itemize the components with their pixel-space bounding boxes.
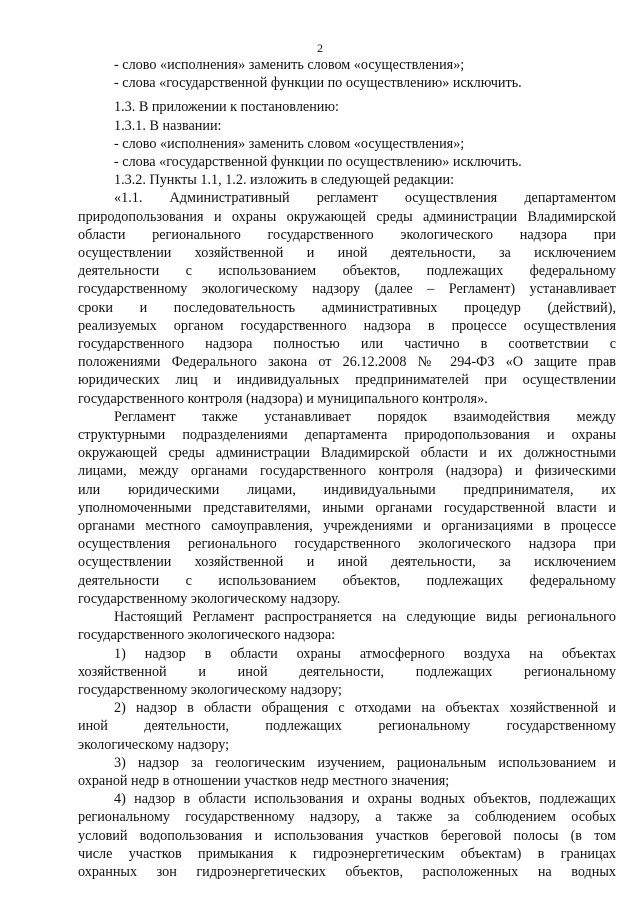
text-line: структурными подразделениями департамента природопользования и охраны bbox=[78, 427, 616, 444]
section-1-3-1: 1.3.1. В названии: bbox=[114, 117, 222, 134]
text-line: условий водопользования и использования участков береговой полосы (в том bbox=[78, 827, 616, 844]
text-line: региональному государственному надзору, а также за соблюдением особых bbox=[78, 809, 616, 826]
bullet-replace-word: - слово «исполнения» заменить словом «осуществления»; bbox=[114, 57, 465, 73]
list-item-4 bbox=[78, 790, 616, 881]
text-line: государственного надзора полностью или частично в соответствии с bbox=[78, 336, 616, 353]
list-item-3 bbox=[78, 754, 616, 790]
text-line: государственному экологическому надзору; bbox=[78, 681, 342, 698]
document-body bbox=[78, 56, 616, 881]
text-line: деятельности с использованием объектов, подлежащих федеральному bbox=[78, 263, 616, 280]
paragraph-1-1 bbox=[78, 189, 616, 407]
text-line: Регламент также устанавливает порядок взаимодействия между bbox=[114, 408, 616, 425]
list-item-1 bbox=[78, 645, 616, 700]
list-item-2 bbox=[78, 699, 616, 754]
bullet-replace-word-2: - слово «исполнения» заменить словом «осуществления»; bbox=[114, 135, 465, 152]
text-line: юридических лиц и индивидуальных предпринимателей при осуществлении bbox=[78, 372, 616, 389]
text-line: природопользования и охраны окружающей среды администрации Владимирской bbox=[78, 208, 616, 225]
text-line: охраной недр в отношении участков недр местного значения; bbox=[78, 772, 450, 789]
text-line: окружающей среды администрации Владимирской области и их должностными bbox=[78, 445, 616, 462]
text-line: осуществлении хозяйственной и иной деятельности, за исключением bbox=[78, 245, 616, 262]
text-line: органами местного самоуправления, учреждениями и организациями в процессе bbox=[78, 518, 616, 535]
text-line: осуществления регионального государственного экологического надзора при bbox=[78, 536, 616, 553]
text-line: или юридическими лицами, индивидуальными предпринимателя, их bbox=[78, 481, 616, 498]
text-line: 3) надзор за геологическим изучением, рациональным использованием и bbox=[114, 754, 616, 771]
text-line: 2) надзор в области обращения с отходами на объектах хозяйственной и bbox=[114, 700, 616, 717]
text-line: числе участков примыкания к гидроэнергетическим объектам) в границах bbox=[78, 845, 616, 862]
text-line: сроки и последовательность административных процедур (действий), bbox=[78, 299, 616, 316]
text-line: положениями Федерального закона от 26.12.2008 № 294-ФЗ «О защите прав bbox=[78, 354, 616, 371]
text-line: 4) надзор в области использования и охраны водных объектов, подлежащих bbox=[114, 791, 616, 808]
text-line: уполномоченными представителями, иными органами государственной власти и bbox=[78, 499, 616, 516]
text-line: иной деятельности, подлежащих региональному государственному bbox=[78, 718, 616, 735]
text-line: государственного экологического надзора: bbox=[78, 627, 336, 644]
section-1-3-2: 1.3.2. Пункты 1.1, 1.2. изложить в следующей редакции: bbox=[114, 172, 455, 189]
text-line: деятельности с использованием объектов, подлежащих федеральному bbox=[78, 572, 616, 589]
text-line: осуществлении хозяйственной и иной деятельности, за исключением bbox=[78, 554, 616, 571]
text-line: экологическому надзору; bbox=[78, 736, 230, 753]
text-line: государственному экологическому надзору (далее – Регламент) устанавливает bbox=[78, 281, 616, 298]
text-line: «1.1. Административный регламент осуществления департаментом bbox=[114, 190, 616, 207]
text-line: охранных зон гидроэнергетических объектов, расположенных на водных bbox=[78, 863, 616, 880]
text-line: хозяйственной и иной деятельности, подлежащих региональному bbox=[78, 663, 616, 680]
page-number: 2 bbox=[317, 41, 323, 55]
bullet-remove-words: - слова «государственной функции по осуществлению» исключить. bbox=[114, 75, 522, 92]
text-line: области регионального государственного экологического надзора при bbox=[78, 226, 616, 243]
paragraph-types bbox=[78, 608, 616, 644]
text-line: Настоящий Регламент распространяется на следующие виды регионального bbox=[114, 609, 616, 626]
text-line: 1) надзор в области охраны атмосферного воздуха на объектах bbox=[114, 645, 616, 662]
section-1-3: 1.3. В приложении к постановлению: bbox=[114, 99, 339, 116]
text-line: государственного контроля (надзора) и муниципального контроля». bbox=[78, 390, 488, 407]
paragraph-reglament bbox=[78, 408, 616, 608]
text-line: государственному экологическому надзору. bbox=[78, 590, 341, 607]
text-line: реализуемых органом государственного надзора в процессе осуществления bbox=[78, 317, 616, 334]
text-line: лицами, между органами государственного контроля (надзора) и физическими bbox=[78, 463, 616, 480]
bullet-remove-words-2: - слова «государственной функции по осуществлению» исключить. bbox=[114, 154, 522, 171]
